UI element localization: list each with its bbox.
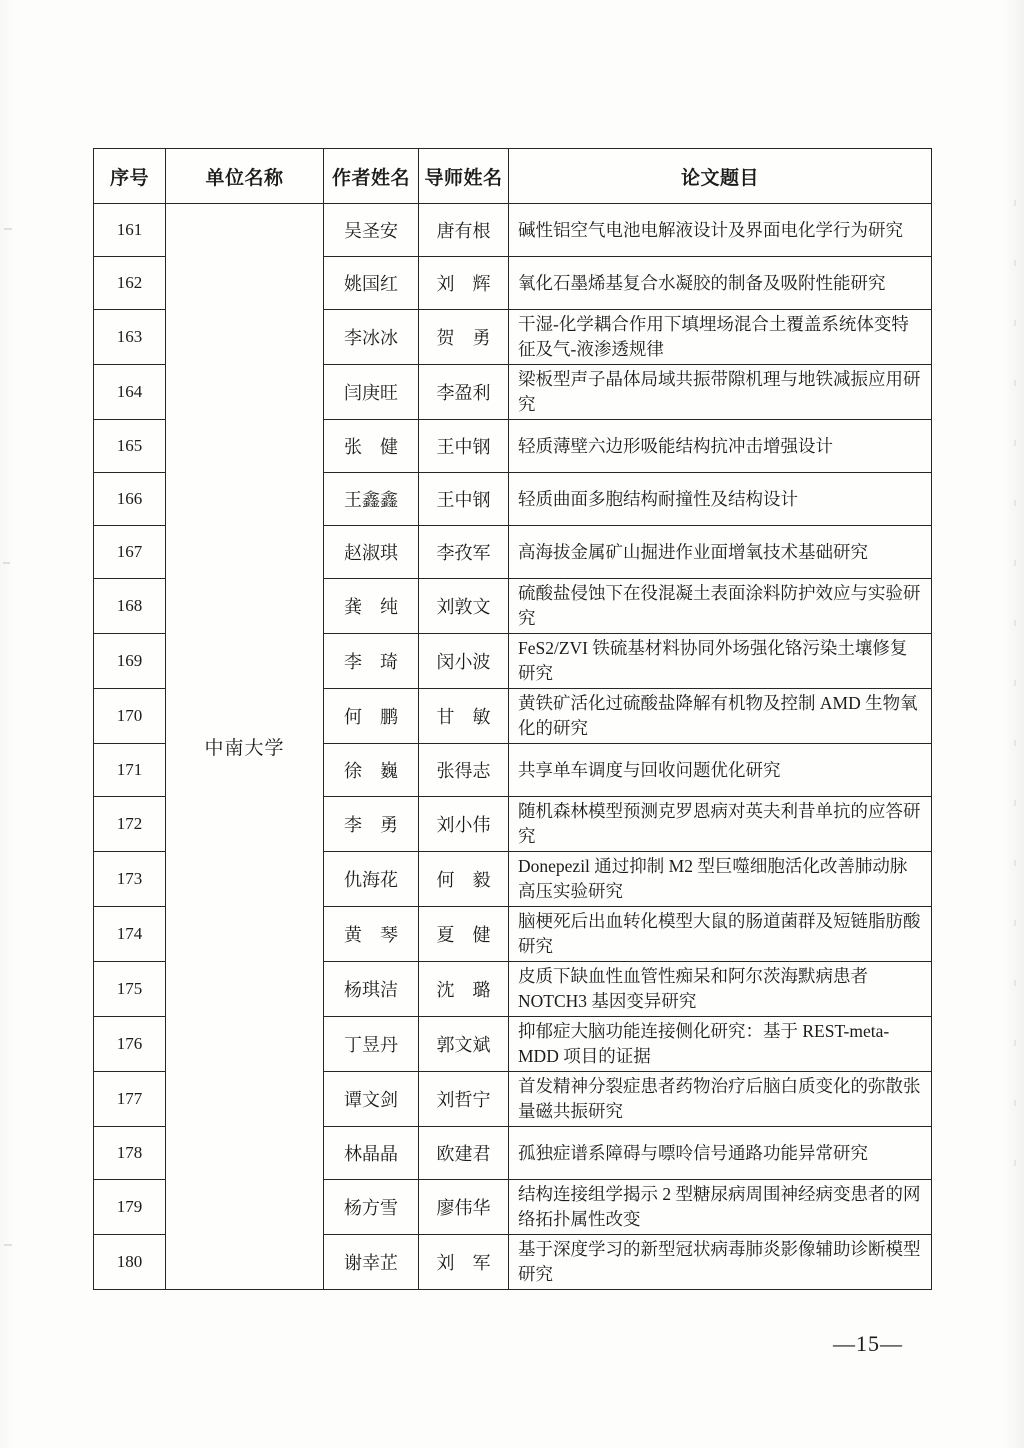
cell-serial: 163 [94, 310, 166, 365]
cell-thesis-title: 皮质下缺血性血管性痴呆和阿尔茨海默病患者 NOTCH3 基因变异研究 [509, 962, 932, 1017]
cell-thesis-title: 孤独症谱系障碍与嘌呤信号通路功能异常研究 [509, 1127, 932, 1180]
cell-thesis-title: 轻质曲面多胞结构耐撞性及结构设计 [509, 473, 932, 526]
cell-advisor: 李孜军 [419, 526, 509, 579]
table-row [94, 204, 932, 257]
page-number: —15— [833, 1331, 903, 1356]
cell-advisor: 刘敦文 [419, 579, 509, 634]
cell-thesis-title: 干湿-化学耦合作用下填埋场混合土覆盖系统体变特征及气-液渗透规律 [509, 310, 932, 365]
cell-thesis-title: 高海拔金属矿山掘进作业面增氧技术基础研究 [509, 526, 932, 579]
col-header-serial: 序号 [94, 149, 166, 204]
cell-serial: 172 [94, 797, 166, 852]
cell-author: 张 健 [324, 420, 419, 473]
cell-advisor: 刘 军 [419, 1235, 509, 1290]
scan-mark-artifact [4, 228, 12, 230]
cell-serial: 169 [94, 634, 166, 689]
table-body [94, 204, 932, 1290]
cell-author: 王鑫鑫 [324, 473, 419, 526]
cell-serial: 171 [94, 744, 166, 797]
cell-serial: 180 [94, 1235, 166, 1290]
cell-serial: 162 [94, 257, 166, 310]
scan-mark-artifact [4, 1244, 12, 1246]
cell-thesis-title: FeS2/ZVI 铁硫基材料协同外场强化铬污染土壤修复研究 [509, 634, 932, 689]
cell-author: 龚 纯 [324, 579, 419, 634]
cell-serial: 178 [94, 1127, 166, 1180]
cell-thesis-title: Donepezil 通过抑制 M2 型巨噬细胞活化改善肺动脉高压实验研究 [509, 852, 932, 907]
cell-serial: 179 [94, 1180, 166, 1235]
cell-author: 李冰冰 [324, 310, 419, 365]
col-header-author: 作者姓名 [324, 149, 419, 204]
cell-advisor: 沈 璐 [419, 962, 509, 1017]
cell-advisor: 刘小伟 [419, 797, 509, 852]
cell-thesis-title: 基于深度学习的新型冠状病毒肺炎影像辅助诊断模型研究 [509, 1235, 932, 1290]
table-header-row [94, 149, 932, 204]
cell-author: 谭文剑 [324, 1072, 419, 1127]
cell-thesis-title: 硫酸盐侵蚀下在役混凝土表面涂料防护效应与实验研究 [509, 579, 932, 634]
cell-serial: 161 [94, 204, 166, 257]
cell-serial: 167 [94, 526, 166, 579]
col-header-title: 论文题目 [509, 149, 932, 204]
cell-thesis-title: 氧化石墨烯基复合水凝胶的制备及吸附性能研究 [509, 257, 932, 310]
cell-serial: 168 [94, 579, 166, 634]
cell-advisor: 闵小波 [419, 634, 509, 689]
cell-advisor: 贺 勇 [419, 310, 509, 365]
col-header-institution: 单位名称 [166, 149, 324, 204]
cell-advisor: 刘 辉 [419, 257, 509, 310]
cell-author: 丁昱丹 [324, 1017, 419, 1072]
cell-thesis-title: 结构连接组学揭示 2 型糖尿病周围神经病变患者的网络拓扑属性改变 [509, 1180, 932, 1235]
cell-advisor: 李盈利 [419, 365, 509, 420]
cell-advisor: 廖伟华 [419, 1180, 509, 1235]
cell-advisor: 王中钢 [419, 473, 509, 526]
scan-mark-artifact [3, 562, 10, 564]
cell-serial: 170 [94, 689, 166, 744]
cell-advisor: 夏 健 [419, 907, 509, 962]
cell-author: 林晶晶 [324, 1127, 419, 1180]
cell-advisor: 欧建君 [419, 1127, 509, 1180]
cell-thesis-title: 黄铁矿活化过硫酸盐降解有机物及控制 AMD 生物氧化的研究 [509, 689, 932, 744]
cell-serial: 177 [94, 1072, 166, 1127]
cell-thesis-title: 轻质薄壁六边形吸能结构抗冲击增强设计 [509, 420, 932, 473]
cell-serial: 166 [94, 473, 166, 526]
cell-advisor: 甘 敏 [419, 689, 509, 744]
cell-advisor: 王中钢 [419, 420, 509, 473]
col-header-advisor: 导师姓名 [419, 149, 509, 204]
cell-author: 徐 巍 [324, 744, 419, 797]
cell-author: 赵淑琪 [324, 526, 419, 579]
cell-serial: 176 [94, 1017, 166, 1072]
cell-author: 谢幸芷 [324, 1235, 419, 1290]
cell-advisor: 何 毅 [419, 852, 509, 907]
cell-advisor: 刘哲宁 [419, 1072, 509, 1127]
cell-serial: 175 [94, 962, 166, 1017]
cell-thesis-title: 共享单车调度与回收问题优化研究 [509, 744, 932, 797]
cell-serial: 164 [94, 365, 166, 420]
cell-serial: 165 [94, 420, 166, 473]
cell-author: 何 鹏 [324, 689, 419, 744]
cell-advisor: 张得志 [419, 744, 509, 797]
cell-author: 黄 琴 [324, 907, 419, 962]
cell-serial: 174 [94, 907, 166, 962]
cell-institution: 中南大学 [166, 204, 324, 1290]
cell-thesis-title: 脑梗死后出血转化模型大鼠的肠道菌群及短链脂肪酸研究 [509, 907, 932, 962]
cell-advisor: 唐有根 [419, 204, 509, 257]
cell-author: 仇海花 [324, 852, 419, 907]
cell-author: 吴圣安 [324, 204, 419, 257]
cell-advisor: 郭文斌 [419, 1017, 509, 1072]
cell-thesis-title: 碱性铝空气电池电解液设计及界面电化学行为研究 [509, 204, 932, 257]
cell-thesis-title: 首发精神分裂症患者药物治疗后脑白质变化的弥散张量磁共振研究 [509, 1072, 932, 1127]
cell-author: 李 琦 [324, 634, 419, 689]
thesis-table [93, 148, 932, 1290]
cell-serial: 173 [94, 852, 166, 907]
cell-author: 杨琪洁 [324, 962, 419, 1017]
scan-edge-artifact [1014, 200, 1016, 1180]
cell-author: 李 勇 [324, 797, 419, 852]
cell-author: 杨方雪 [324, 1180, 419, 1235]
cell-thesis-title: 抑郁症大脑功能连接侧化研究：基于 REST-meta-MDD 项目的证据 [509, 1017, 932, 1072]
cell-author: 姚国红 [324, 257, 419, 310]
cell-author: 闫庚旺 [324, 365, 419, 420]
cell-thesis-title: 梁板型声子晶体局域共振带隙机理与地铁减振应用研究 [509, 365, 932, 420]
cell-thesis-title: 随机森林模型预测克罗恩病对英夫利昔单抗的应答研究 [509, 797, 932, 852]
